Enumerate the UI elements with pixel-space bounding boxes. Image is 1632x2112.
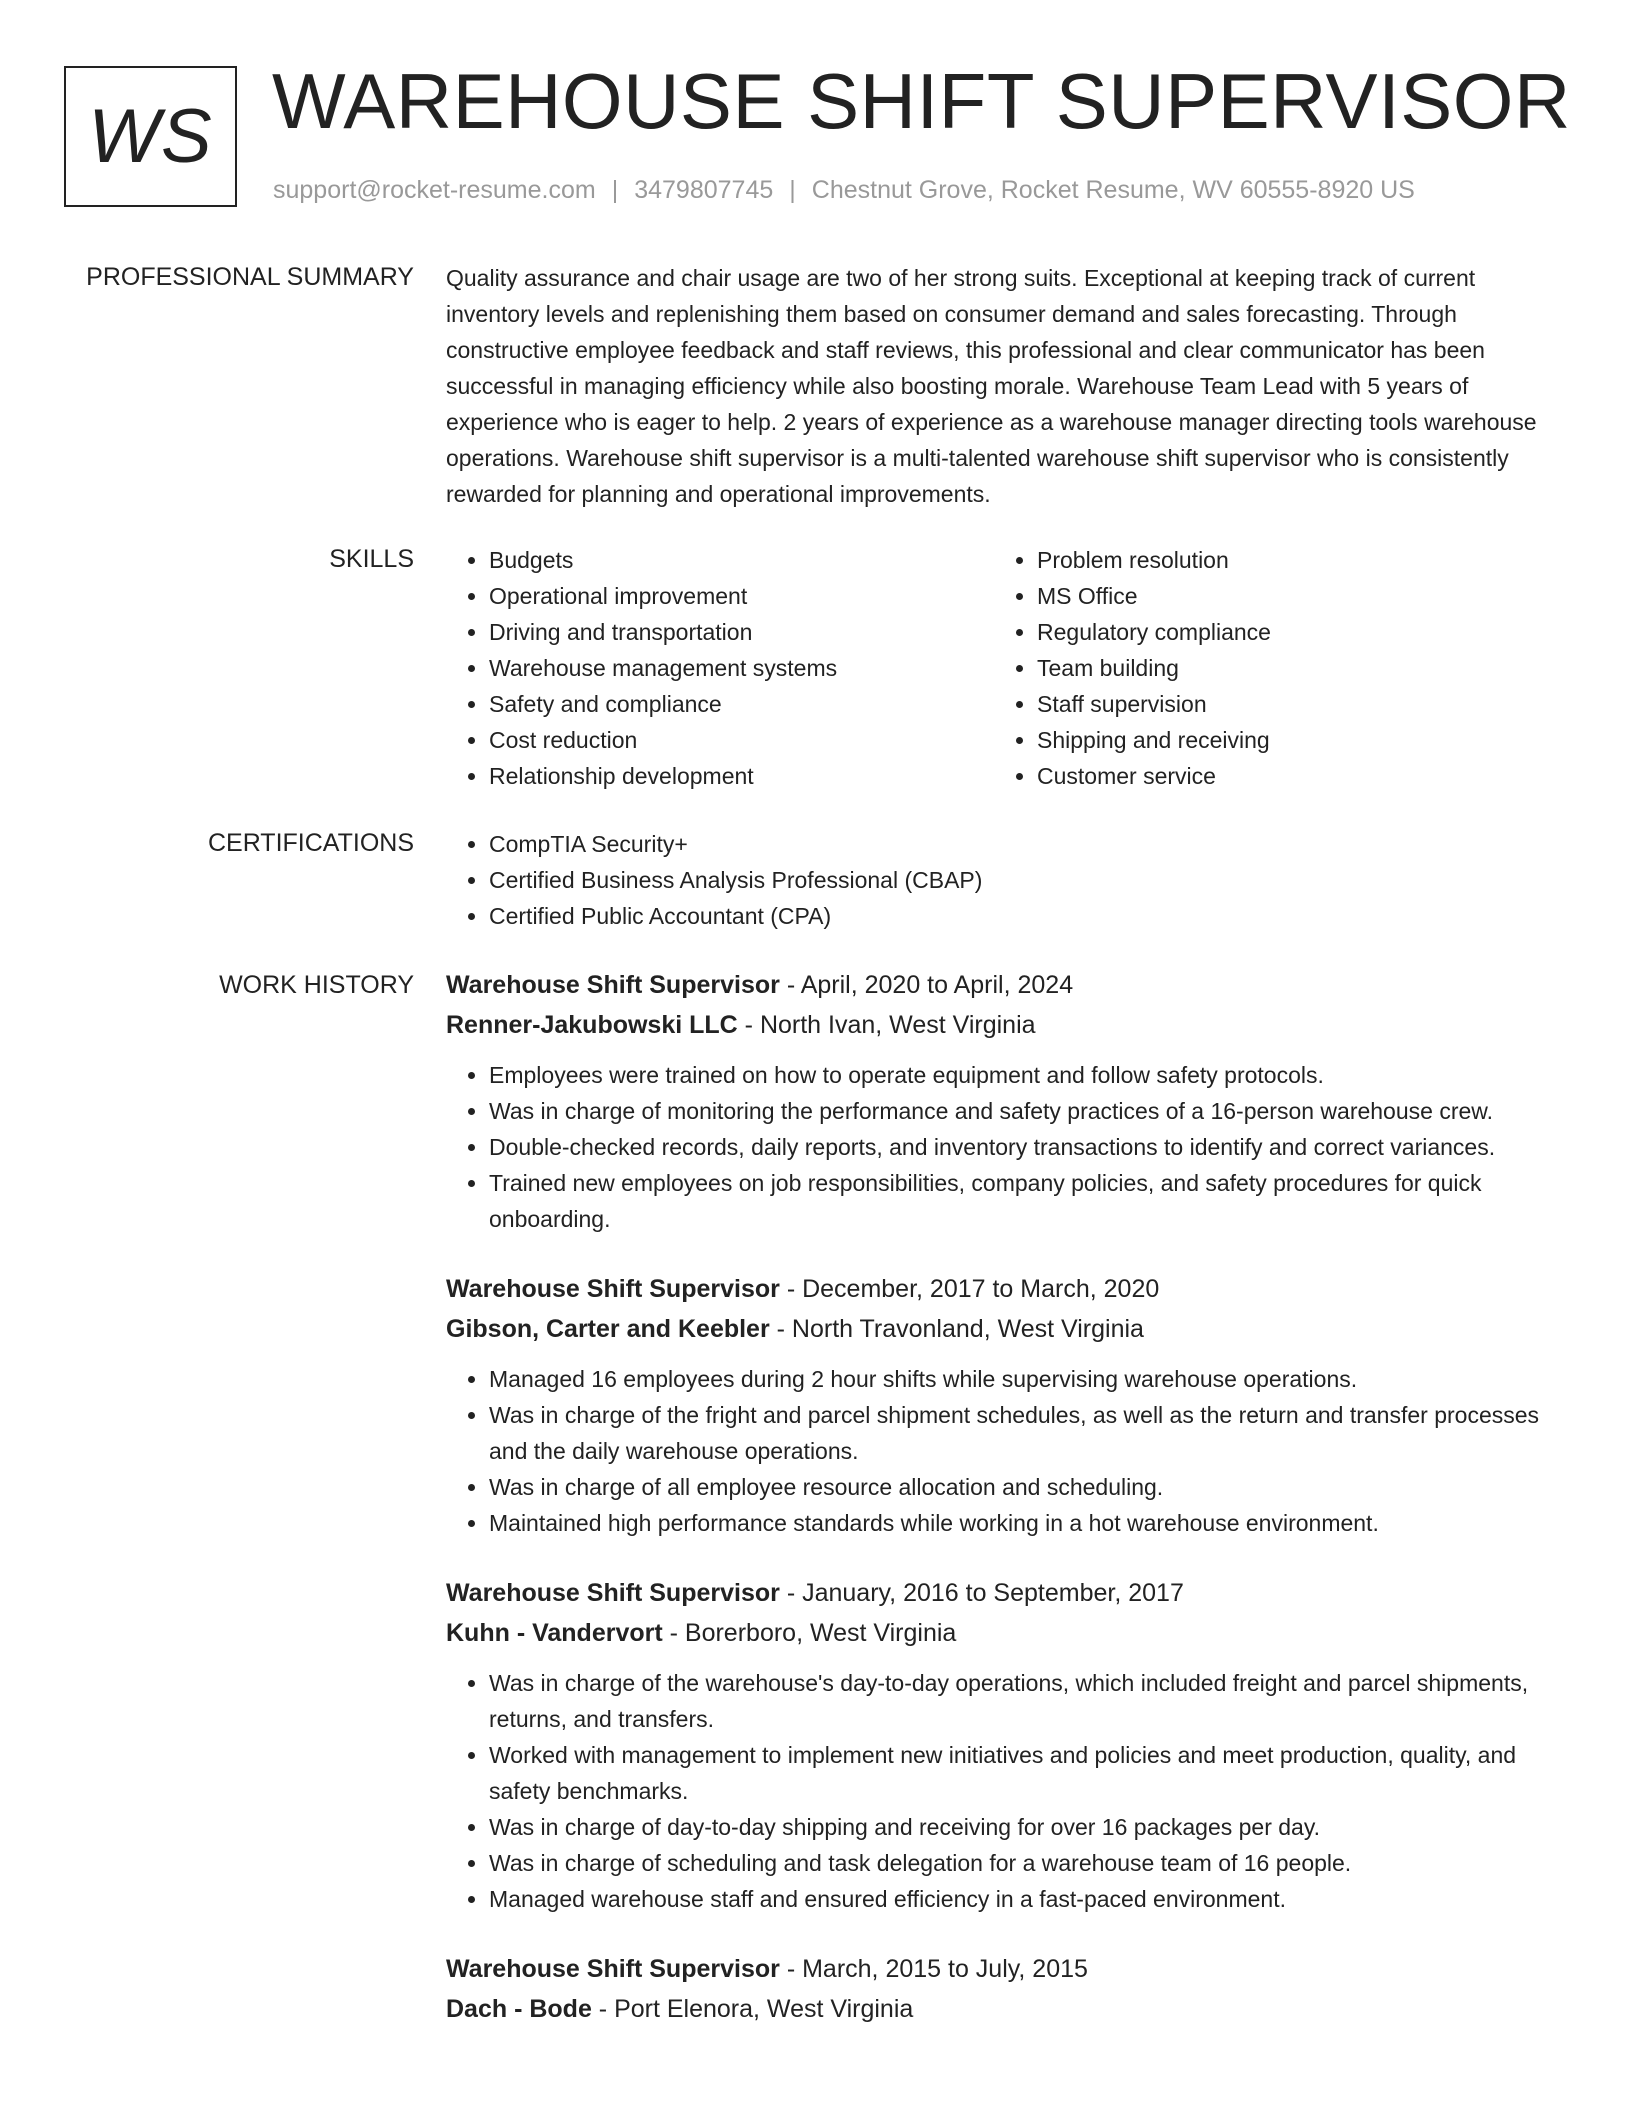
job-bullet: • Trained new employees on job responsibilities, company policies, and safety procedures for quick onboarding.: [489, 1165, 1562, 1237]
job-company: Renner-Jakubowski LLC: [446, 1011, 738, 1039]
job-bullet: • Maintained high performance standards while working in a hot warehouse environment.: [489, 1505, 1562, 1541]
job-role: Warehouse Shift Supervisor: [446, 1275, 780, 1303]
contact-separator: |: [789, 176, 796, 204]
skill-item: • Shipping and receiving: [1037, 722, 1271, 758]
skill-item: • Cost reduction: [489, 722, 837, 758]
skill-item: • Budgets: [489, 542, 837, 578]
job-bullets: [446, 1361, 1562, 1541]
job-bullet: • Double-checked records, daily reports, and inventory transactions to identify and correct variances.: [489, 1129, 1562, 1165]
job-company-line: [446, 1005, 1562, 1045]
resume-title: WAREHOUSE SHIFT SUPERVISOR: [272, 57, 1571, 145]
job-bullet: • Worked with management to implement new initiatives and policies and meet production, quality, and safety benchmarks.: [489, 1737, 1562, 1809]
job-company: Gibson, Carter and Keebler: [446, 1315, 770, 1343]
job-bullet: • Was in charge of day-to-day shipping and receiving for over 16 packages per day.: [489, 1809, 1562, 1845]
summary-body: [446, 260, 1562, 512]
contact-line: [273, 176, 1415, 205]
job-title-line: [446, 1269, 1562, 1309]
skill-item: • Safety and compliance: [489, 686, 837, 722]
job-role: Warehouse Shift Supervisor: [446, 1579, 780, 1607]
job-role: Warehouse Shift Supervisor: [446, 971, 780, 999]
job-title-line: [446, 965, 1562, 1005]
monogram-initials: WS: [88, 94, 213, 179]
monogram-box: [64, 66, 237, 207]
skill-item: • Customer service: [1037, 758, 1271, 794]
job-company-line: [446, 1309, 1562, 1349]
job-entry: [446, 1949, 1562, 2029]
job-bullet: • Was in charge of monitoring the performance and safety practices of a 16-person warehouse crew.: [489, 1093, 1562, 1129]
job-entry: [446, 1269, 1562, 1541]
skill-item: • Driving and transportation: [489, 614, 837, 650]
job-bullet: • Was in charge of the warehouse's day-to-day operations, which included freight and parcel shipments, returns, and transfers.: [489, 1665, 1562, 1737]
skills-column-1: [446, 542, 837, 794]
job-location: - North Travonland, West Virginia: [769, 1315, 1144, 1343]
skill-item: • Operational improvement: [489, 578, 837, 614]
skill-item: • Warehouse management systems: [489, 650, 837, 686]
job-dates: - January, 2016 to September, 2017: [779, 1579, 1184, 1607]
job-entry: [446, 1573, 1562, 1917]
job-entry: [446, 965, 1562, 1237]
skill-item: • Team building: [1037, 650, 1271, 686]
summary-text: Quality assurance and chair usage are two of her strong suits. Exceptional at keeping track of current inventory levels and replenishing them based on consumer demand and sales forecasting. Through constructive employee feedback and staff reviews, this professional and clear communicator has been successful in managing efficiency while also boosting morale. Warehouse Team Lead with 5 years of experience who is eager to help. 2 years of experience as a warehouse manager directing tools warehouse operations. Warehouse shift supervisor is a multi-talented warehouse shift supervisor who is consistently rewarded for planning and operational improvements.: [446, 265, 1537, 507]
job-dates: - December, 2017 to March, 2020: [779, 1275, 1160, 1303]
skills-column-2: [994, 542, 1271, 794]
job-company-line: [446, 1989, 1562, 2029]
job-location: - Borerboro, West Virginia: [662, 1619, 957, 1647]
job-role: Warehouse Shift Supervisor: [446, 1955, 780, 1983]
certification-item: • Certified Public Accountant (CPA): [489, 898, 1562, 934]
certification-item: • Certified Business Analysis Professional (CBAP): [489, 862, 1562, 898]
skill-item: • Relationship development: [489, 758, 837, 794]
skill-item: • Problem resolution: [1037, 542, 1271, 578]
summary-heading: PROFESSIONAL SUMMARY: [86, 263, 414, 291]
job-bullet: • Managed 16 employees during 2 hour shifts while supervising warehouse operations.: [489, 1361, 1562, 1397]
work-history-heading: WORK HISTORY: [219, 971, 414, 999]
contact-email[interactable]: support@rocket-resume.com: [273, 176, 596, 204]
job-dates: - March, 2015 to July, 2015: [779, 1955, 1088, 1983]
certifications-list: [446, 826, 1562, 934]
contact-phone[interactable]: 3479807745: [634, 176, 774, 204]
job-bullets: [446, 1665, 1562, 1917]
skill-item: • MS Office: [1037, 578, 1271, 614]
job-company: Kuhn - Vandervort: [446, 1619, 663, 1647]
job-location: - Port Elenora, West Virginia: [591, 1995, 914, 2023]
job-bullet: • Employees were trained on how to operate equipment and follow safety protocols.: [489, 1057, 1562, 1093]
certifications-heading: CERTIFICATIONS: [207, 829, 414, 857]
certification-item: • CompTIA Security+: [489, 826, 1562, 862]
job-location: - North Ivan, West Virginia: [737, 1011, 1036, 1039]
contact-address: Chestnut Grove, Rocket Resume, WV 60555-8920 US: [811, 176, 1415, 204]
skill-item: • Regulatory compliance: [1037, 614, 1271, 650]
skill-item: • Staff supervision: [1037, 686, 1271, 722]
work-history-body: [446, 965, 1562, 2061]
job-bullet: • Was in charge of scheduling and task delegation for a warehouse team of 16 people.: [489, 1845, 1562, 1881]
job-bullet: • Managed warehouse staff and ensured efficiency in a fast-paced environment.: [489, 1881, 1562, 1917]
certifications-body: [446, 826, 1562, 934]
job-bullets: [446, 1057, 1562, 1237]
job-title-line: [446, 1573, 1562, 1613]
contact-separator: |: [611, 176, 619, 204]
skills-heading: SKILLS: [329, 545, 414, 573]
job-dates: - April, 2020 to April, 2024: [779, 971, 1074, 999]
job-company-line: [446, 1613, 1562, 1653]
job-company: Dach - Bode: [446, 1995, 592, 2023]
job-title-line: [446, 1949, 1562, 1989]
job-bullet: • Was in charge of the fright and parcel shipment schedules, as well as the return and transfer processes and the daily warehouse operations.: [489, 1397, 1562, 1469]
job-bullet: • Was in charge of all employee resource allocation and scheduling.: [489, 1469, 1562, 1505]
